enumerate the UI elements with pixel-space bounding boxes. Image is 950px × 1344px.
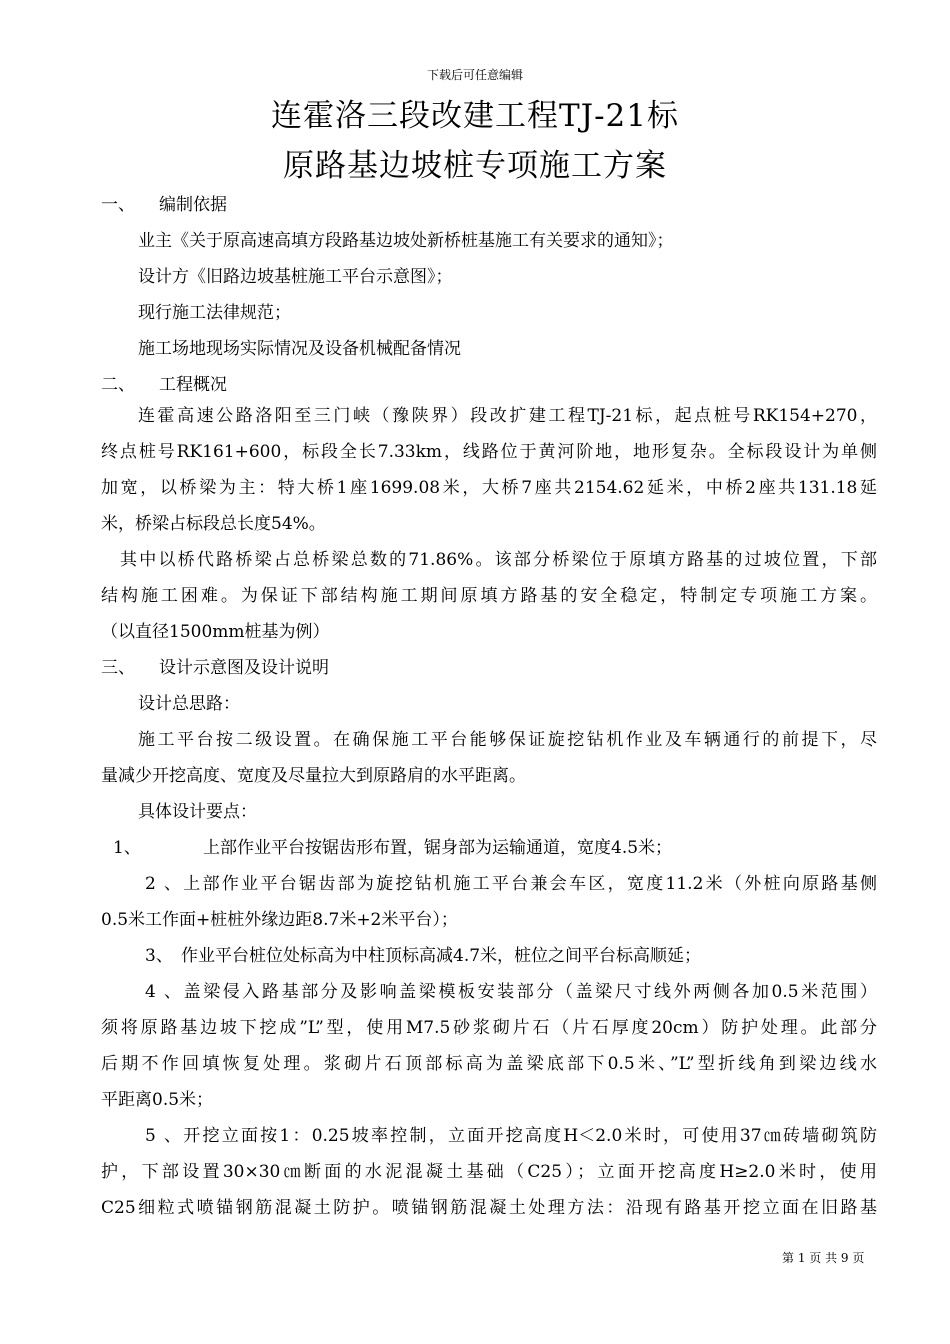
section-title: 工程概况	[159, 375, 227, 395]
paragraph-line: 施工平台按二级设置。在确保施工平台能够保证旋挖钻机作业及车辆通行的前提下，尽	[138, 730, 877, 750]
page-number: 第 1 页 共 9 页	[782, 1251, 865, 1265]
paragraph-line: 连霍高速公路洛阳至三门峡（豫陕界）段改扩建工程TJ-21标，起点桩号RK154+270，	[138, 406, 877, 426]
section-number: 一、	[101, 195, 135, 215]
paragraph-line: 米，桥梁占标段总长度54%。	[101, 514, 326, 534]
section-number: 二、	[101, 375, 135, 395]
paragraph-line: 须将原路基边坡下挖成”L”型，使用M7.5砂浆砌片石（片石厚度20cm）防护处理。此部分	[101, 1018, 877, 1038]
list-item: 业主《关于原高速高填方段路基边坡处新桥桩基施工有关要求的通知》；	[138, 231, 674, 251]
point-text: 作业平台桩位处标高为中柱顶标高减4.7米，桩位之间平台标高顺延；	[181, 946, 702, 966]
paragraph-line: 平距离0.5米；	[101, 1090, 214, 1110]
paragraph-line: C25细粒式喷锚钢筋混凝土防护。喷锚钢筋混凝土处理方法：沿现有路基开挖立面在旧路基	[101, 1198, 877, 1218]
subheading: 设计总思路：	[138, 694, 240, 714]
design-point-5	[145, 1124, 877, 1148]
design-point-3	[145, 944, 925, 968]
subheading: 具体设计要点：	[138, 802, 257, 822]
section-1-heading	[101, 193, 881, 217]
design-point-2	[145, 872, 877, 896]
section-title: 编制依据	[159, 195, 227, 215]
section-title: 设计示意图及设计说明	[159, 658, 329, 678]
paragraph-line: 其中以桥代路桥梁占总桥梁总数的71.86%。该部分桥梁位于原填方路基的过坡位置，下部	[120, 550, 877, 570]
paragraph-line: 后期不作回填恢复处理。浆砌片石顶部标高为盖梁底部下0.5米、”L”型折线角到梁边线水	[101, 1054, 877, 1074]
point-number: 2、	[145, 874, 181, 894]
list-item: 施工场地现场实际情况及设备机械配备情况	[138, 339, 461, 359]
list-item: 设计方《旧路边坡基桩施工平台示意图》；	[138, 267, 453, 287]
point-text: 上部作业平台按锯齿形布置，锯身部为运输通道，宽度4.5米；	[203, 838, 673, 858]
design-point-4	[145, 980, 877, 1004]
paragraph-line: 终点桩号RK161+600，标段全长7.33km，线路位于黄河阶地，地形复杂。全标段设计为单侧	[101, 442, 877, 462]
point-number: 3、	[145, 946, 173, 966]
paragraph-line: （以直径1500mm桩基为例）	[101, 622, 330, 642]
design-point-1	[113, 836, 893, 860]
point-text: 开挖立面按1：0.25坡率控制，立面开挖高度H＜2.0米时，可使用37㎝砖墙砌筑防	[181, 1126, 877, 1146]
list-item: 现行施工法律规范；	[138, 303, 291, 323]
section-3-heading	[101, 656, 881, 680]
paragraph-line: 量减少开挖高度、宽度及尽量拉大到原路肩的水平距离。	[101, 766, 526, 786]
page-header: 下载后可任意编辑	[426, 68, 523, 82]
paragraph-line: 0.5米工作面+桩桩外缘边距8.7米+2米平台）；	[101, 910, 458, 930]
document-title-line-2: 原路基边坡桩专项施工方案	[283, 148, 667, 184]
section-number: 三、	[101, 658, 135, 678]
document-title-line-1: 连霍洛三段改建工程TJ-21标	[270, 98, 680, 134]
paragraph-line: 结构施工困难。为保证下部结构施工期间原填方路基的安全稳定，特制定专项施工方案。	[101, 586, 877, 606]
paragraph-line: 护，下部设置30×30㎝断面的水泥混凝土基础（C25）；立面开挖高度H≥2.0米时，使用	[101, 1162, 877, 1182]
point-number: 4、	[145, 982, 181, 1002]
point-text: 上部作业平台锯齿部为旋挖钻机施工平台兼会车区，宽度11.2米（外桩向原路基侧	[181, 874, 877, 894]
point-number: 5、	[145, 1126, 181, 1146]
paragraph-line: 加宽，以桥梁为主：特大桥1座1699.08米，大桥7座共2154.62延米，中桥2座共131.18延	[101, 478, 877, 498]
section-2-heading	[101, 373, 881, 397]
point-number: 1、	[113, 838, 141, 858]
point-text: 盖梁侵入路基部分及影响盖梁模板安装部分（盖梁尺寸线外两侧各加0.5米范围）	[181, 982, 877, 1002]
